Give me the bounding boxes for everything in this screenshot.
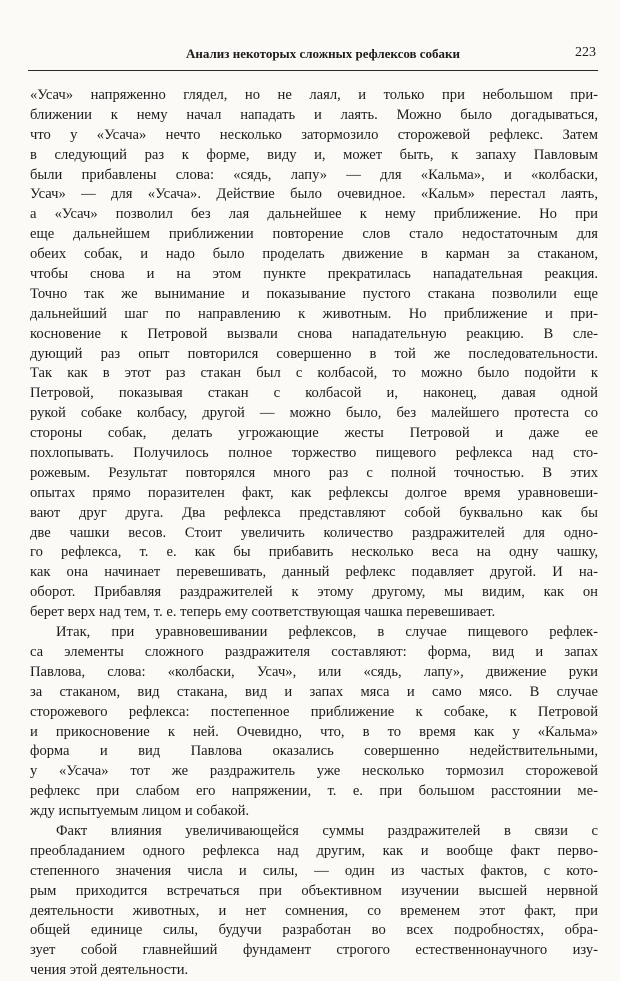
text-line: чтобы снова и на этом пункте прекратилась нападательная реакция. <box>30 266 598 283</box>
text-line: степенного значения числа и силы, — один из частых фактов, с кото- <box>30 862 598 879</box>
running-head <box>28 44 598 71</box>
text-line: оборот. Прибавляя раздражителей к этому другому, мы видим, как он <box>30 584 598 601</box>
text-line: Усач» — для «Усача». Действие было очевидное. «Кальм» перестал лаять, <box>30 186 598 203</box>
text-line: две чашки весов. Стоит увеличить количество раздражителей для одно- <box>30 524 598 541</box>
text-line: жду испытуемым лицом и собакой. <box>30 803 250 820</box>
text-line: чения этой деятельности. <box>30 962 189 979</box>
text-line: Итак, при уравновешивании рефлексов, в случае пищевого рефлек- <box>56 624 598 641</box>
text-line: деятельности животных, и нет сомнения, со временем этот факт, при <box>30 902 598 919</box>
text-line: преобладанием одного рефлекса над другим, как и вообще факт перво- <box>30 842 598 859</box>
text-line: Так как в этот раз стакан был с колбасой, то можно было подойти к <box>30 365 598 382</box>
text-line: форма и вид Павлова оказались совершенно недействительными, <box>30 743 598 760</box>
running-title: Анализ некоторых сложных рефлексов собаки <box>185 46 461 61</box>
text-line: общей единице силы, будучи разработан во всех подробностях, обра- <box>30 922 598 939</box>
text-line: обеих собак, и надо было проделать движение в карман за стаканом, <box>30 246 598 263</box>
text-line: а «Усач» позволил без лая дальнейшее к нему приближение. Но при <box>30 206 598 223</box>
text-line: дующий раз опыт повторился совершенно в той же последовательности. <box>30 345 598 362</box>
text-line: у «Усача» тот же раздражитель уже несколько тормозил сторожевой <box>30 763 598 780</box>
text-line: Павлова, слова: «колбаски, Усач», или «сядь, лапу», движение руки <box>30 663 598 680</box>
page-number: 223 <box>575 45 596 60</box>
text-line: ближении к нему начал нападать и лаять. Можно было догадываться, <box>30 106 598 123</box>
text-line: как она начинает перевешивать, данный рефлекс подавляет другой. И на- <box>30 564 598 581</box>
text-line: Точно так же вынимание и показывание пустого стакана позволили еще <box>30 285 598 302</box>
text-line: в следующий раз к форме, виду и, может быть, к запаху Павловым <box>30 146 598 163</box>
text-line: рожевым. Результат повторялся много раз с полной точностью. В этих <box>30 464 598 481</box>
text-line: са элементы сложного раздражителя составляют: форма, вид и запах <box>30 643 598 660</box>
body-text <box>30 86 598 981</box>
text-line: вают друг друга. Два рефлекса представляют собой буквально как бы <box>30 504 598 521</box>
text-line: и прикосновение к ней. Очевидно, что, в то время как у «Кальма» <box>30 723 598 740</box>
text-line: дальнейший шаг по направлению к животным. Но приближение и при- <box>30 305 598 322</box>
text-line: за стаканом, вид стакана, вид и запах мяса и само мясо. В случае <box>30 683 598 700</box>
text-line: зует собой главнейший фундамент строгого естественнонаучного изу- <box>30 942 598 959</box>
text-line: что у «Усача» нечто несколько затормозило сторожевой рефлекс. Затем <box>30 126 598 143</box>
text-line: рукой собаке колбасу, другой — можно было, без малейшего протеста со <box>30 405 598 422</box>
text-line: Петровой, показывая стакан с колбасой и, наконец, давая одной <box>30 385 598 402</box>
text-line: рым приходится встречаться при объективном изучении высшей нервной <box>30 882 598 899</box>
text-line: косновение к Петровой вызвали снова нападательную реакцию. В сле- <box>30 325 598 342</box>
text-line: берет верх над тем, т. е. теперь ему соответствующая чашка перевешивает. <box>30 604 496 621</box>
text-line: го рефлекса, т. е. как бы прибавить несколько веса на одну чашку, <box>30 544 598 561</box>
text-line: Факт влияния увеличивающейся суммы раздражителей в связи с <box>56 822 598 839</box>
text-line: опытах прямо поразителен факт, как рефлексы долгое время уравновеши- <box>30 484 598 501</box>
text-line: стороны собак, делать угрожающие жесты Петровой и даже ее <box>30 425 598 442</box>
text-line: еще дальнейшем приближении повторение слов стало недостаточным для <box>30 226 598 243</box>
text-line: были прибавлены слова: «сядь, лапу» — для «Кальма», и «колбаски, <box>30 166 598 183</box>
text-line: рефлекс при слабом его напряжении, т. е. при большом расстоянии ме- <box>30 783 598 800</box>
text-line: «Усач» напряженно глядел, но не лаял, и только при небольшом при- <box>30 87 598 103</box>
text-line: сторожевого рефлекса: постепенное приближение к собаке, к Петровой <box>30 703 598 720</box>
text-line: похлопывать. Получилось полное торжество пищевого рефлекса над сто- <box>30 445 598 462</box>
